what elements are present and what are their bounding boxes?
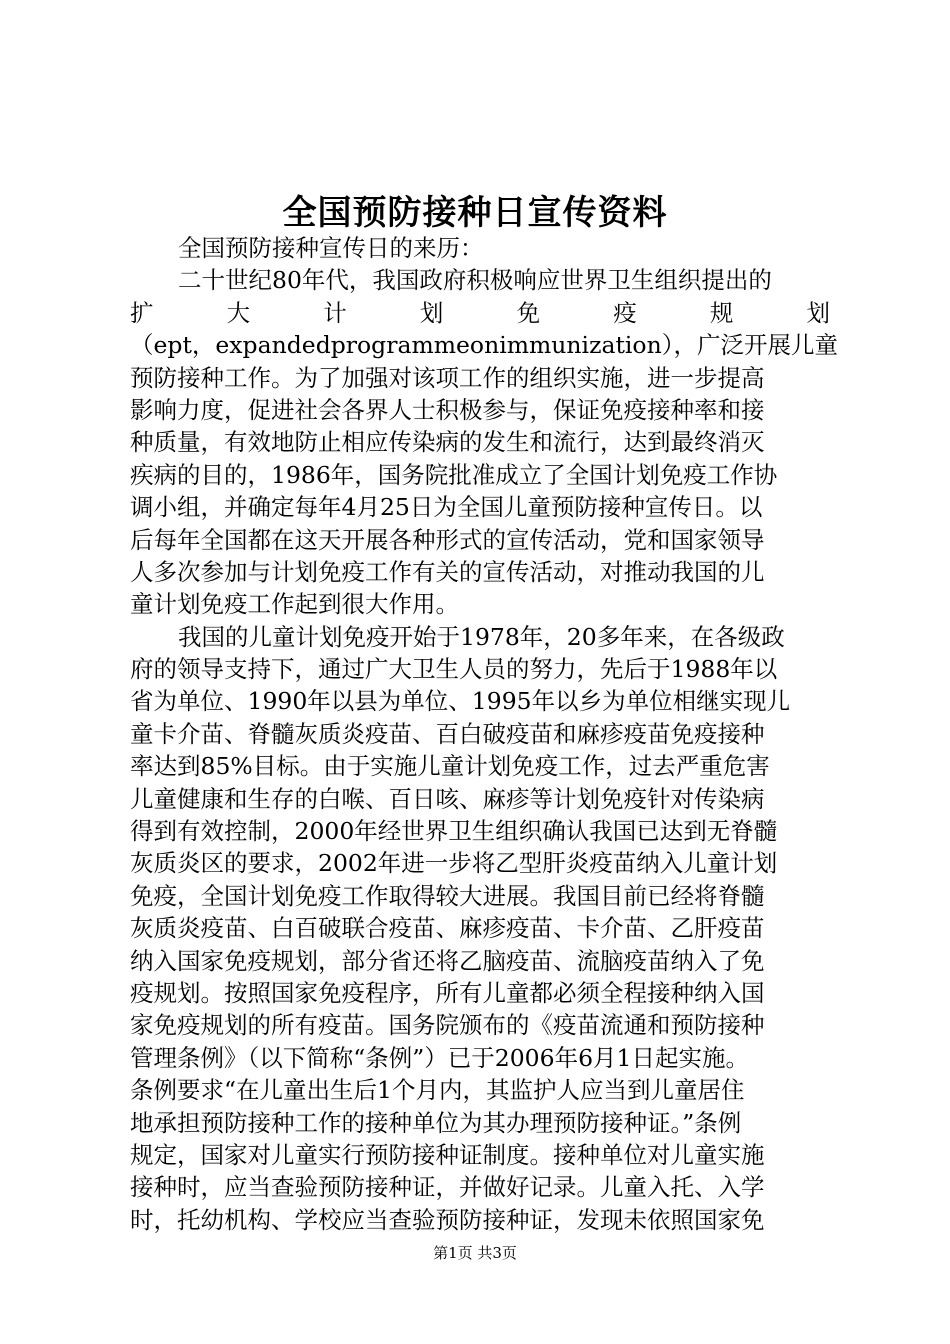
text-line: （ept，expandedprogrammeonimmunization），广泛开展儿童 [130,331,838,360]
text-line: 接种时，应当查验预防接种证，并做好记录。儿童入托、入学 [130,1173,765,1202]
text-line: 纳入国家免疫规划，部分省还将乙脑疫苗、流脑疫苗纳入了免 [130,946,765,975]
text-line: 疾病的目的，1986年，国务院批准成立了全国计划免疫工作协 [130,460,778,489]
text-line: 家免疫规划的所有疫苗。国务院颁布的《疫苗流通和预防接种 [130,1011,765,1040]
text-line: 人多次参加与计划免疫工作有关的宣传活动，对推动我国的儿 [130,557,765,586]
text-line: 童卡介苗、脊髓灰质炎疫苗、百白破疫苗和麻疹疫苗免疫接种 [130,719,765,748]
text-line: 条例要求“在儿童出生后1个月内，其监护人应当到儿童居住 [130,1076,745,1105]
spread-text-line [130,297,830,329]
spread-char: 免 [516,298,541,327]
spread-char: 大 [226,298,251,327]
text-line: 儿童健康和生存的白喉、百日咳、麻疹等计划免疫针对传染病 [130,784,765,813]
spread-char: 扩 [130,298,154,327]
text-line: 二十世纪80年代，我国政府积极响应世界卫生组织提出的 [178,266,772,295]
text-line: 后每年全国都在这天开展各种形式的宣传活动，党和国家领导 [130,525,765,554]
text-line: 灰质炎区的要求，2002年进一步将乙型肝炎疫苗纳入儿童计划 [130,849,778,878]
text-line: 规定，国家对儿童实行预防接种证制度。接种单位对儿童实施 [130,1140,765,1169]
document-body [130,232,838,1236]
text-line: 管理条例》（以下简称“条例”）已于2006年6月1日起实施。 [130,1043,749,1072]
text-line: 得到有效控制，2000年经世界卫生组织确认我国已达到无脊髓 [130,817,778,846]
text-line: 时，托幼机构、学校应当查验预防接种证，发现未依照国家免 [130,1205,765,1234]
text-line: 灰质炎疫苗、白百破联合疫苗、麻疹疫苗、卡介苗、乙肝疫苗 [130,914,765,943]
spread-char: 划 [806,298,830,327]
text-line: 调小组，并确定每年4月25日为全国儿童预防接种宣传日。以 [130,493,763,522]
text-line: 省为单位、1990年以县为单位、1995年以乡为单位相继实现儿 [130,687,791,716]
document-title: 全国预防接种日宣传资料 [282,193,668,233]
text-line: 府的领导支持下，通过广大卫生人员的努力，先后于1988年以 [130,655,778,684]
text-line: 预防接种工作。为了加强对该项工作的组织实施，进一步提高 [130,363,765,392]
spread-char: 划 [419,298,444,327]
text-line: 疫规划。按照国家免疫程序，所有儿童都必须全程接种纳入国 [130,978,765,1007]
text-line: 童计划免疫工作起到很大作用。 [130,590,459,619]
text-line: 影响力度，促进社会各界人士积极参与，保证免疫接种率和接 [130,395,765,424]
spread-char: 规 [709,298,734,327]
page-number-footer: 第1页 共3页 [433,1244,517,1262]
text-line: 我国的儿童计划免疫开始于1978年，20多年来，在各级政 [178,622,785,651]
text-line: 免疫，全国计划免疫工作取得较大进展。我国目前已经将脊髓 [130,881,765,910]
spread-char: 计 [323,298,347,327]
text-line: 种质量，有效地防止相应传染病的发生和流行，达到最终消灭 [130,428,765,457]
text-line: 地承担预防接种工作的接种单位为其办理预防接种证。”条例 [130,1108,742,1137]
text-line: 率达到85%目标。由于实施儿童计划免疫工作，过去严重危害 [130,752,770,781]
text-line: 全国预防接种宣传日的来历： [178,234,484,262]
spread-char: 疫 [613,298,637,327]
